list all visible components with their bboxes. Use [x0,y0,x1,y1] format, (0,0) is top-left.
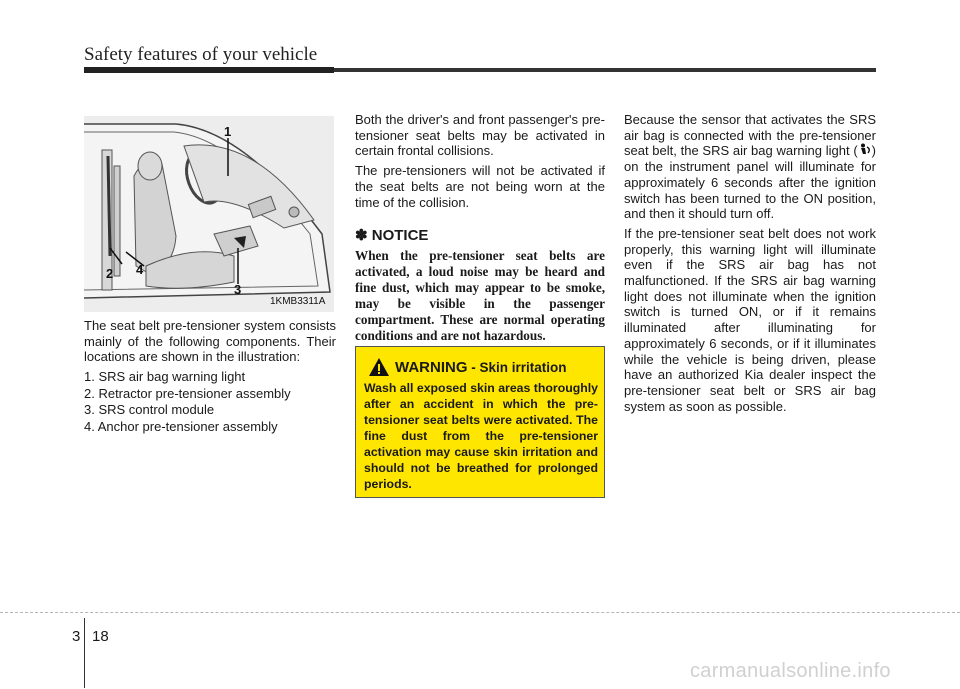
watermark: carmanualsonline.info [690,660,891,682]
sensor-paragraph [624,112,876,222]
activation-paragraph: Both the driver's and front passenger's pre-tensioner seat belts may be activated in certain frontal collisions. [355,112,605,159]
page-number: 18 [92,628,109,645]
list-item: 2. Retractor pre-tensioner assembly [84,385,291,401]
column-1 [84,318,336,435]
sensor-text-b: ) on the instrument panel will illuminate for approximately 6 seconds after the ignition switch has been turned to the ON position, and then it should turn off. [624,143,876,222]
list-item: 4. Anchor pre-tensioner assembly [84,418,278,434]
figure-label: 1KMB3311A [270,296,326,307]
footer-divider [84,618,85,688]
warning-heading [395,359,567,376]
warning-title: WARNING [395,359,468,376]
page-header-title: Safety features of your vehicle [84,44,318,65]
header-rule-accent [84,67,334,73]
callout-4: 4 [136,262,144,277]
car-interior-illustration [84,116,334,312]
intro-paragraph: The seat belt pre-tensioner system consists mainly of the following components. Their locations are shown in the illustration: [84,318,336,365]
notice-body: When the pre-tensioner seat belts are activated, a loud noise may be heard and fine dust, which may appear to be smoke, may be visible in the passenger compartment. These are normal operating conditions and are not hazardous. [355,248,605,344]
notice-title: ✽ NOTICE [355,227,429,245]
warning-box [355,346,605,498]
malfunction-paragraph: If the pre-tensioner seat belt does not work properly, this warning light will illuminate even if the SRS air bag has not malfunctioned. If the SRS air bag warning light does not illuminate when the ignition switch is turned ON, or if it remains illuminated after illuminating for approximately 6 seconds, or if it illuminates while the vehicle is being driven, please have an authorized Kia dealer inspect the pre-tensioner seat belt or SRS air bag system as soon as possible. [624,225,876,414]
sensor-text-a: Because the sensor that activates the SRS air bag is connected with the pre-tensioner seat belt, the SRS air bag warning light ( [624,112,876,159]
column-2 [355,112,605,344]
car-interior-drawing [84,116,334,312]
section-number: 3 [72,628,81,645]
warning-body: Wash all exposed skin areas thoroughly after an accident in which the pre-tensioner seat belts were activated. The fine dust from the pre-tensioner activation may cause skin irritation and should not be breathed for prolonged periods. [364,381,598,491]
callout-2: 2 [106,266,114,281]
list-item: 1. SRS air bag warning light [84,369,246,385]
airbag-warning-icon [858,143,872,159]
list-item: 3. SRS control module [84,402,215,418]
warning-subtitle: - Skin irritation [467,360,567,375]
not-activated-paragraph: The pre-tensioners will not be activated if the seat belts are not being worn at the time of the collision. [355,163,605,210]
footer-dashed-line [0,612,960,613]
callout-1: 1 [224,124,232,139]
callout-3: 3 [234,282,242,297]
column-3 [624,112,876,418]
warning-triangle-icon [368,357,390,377]
